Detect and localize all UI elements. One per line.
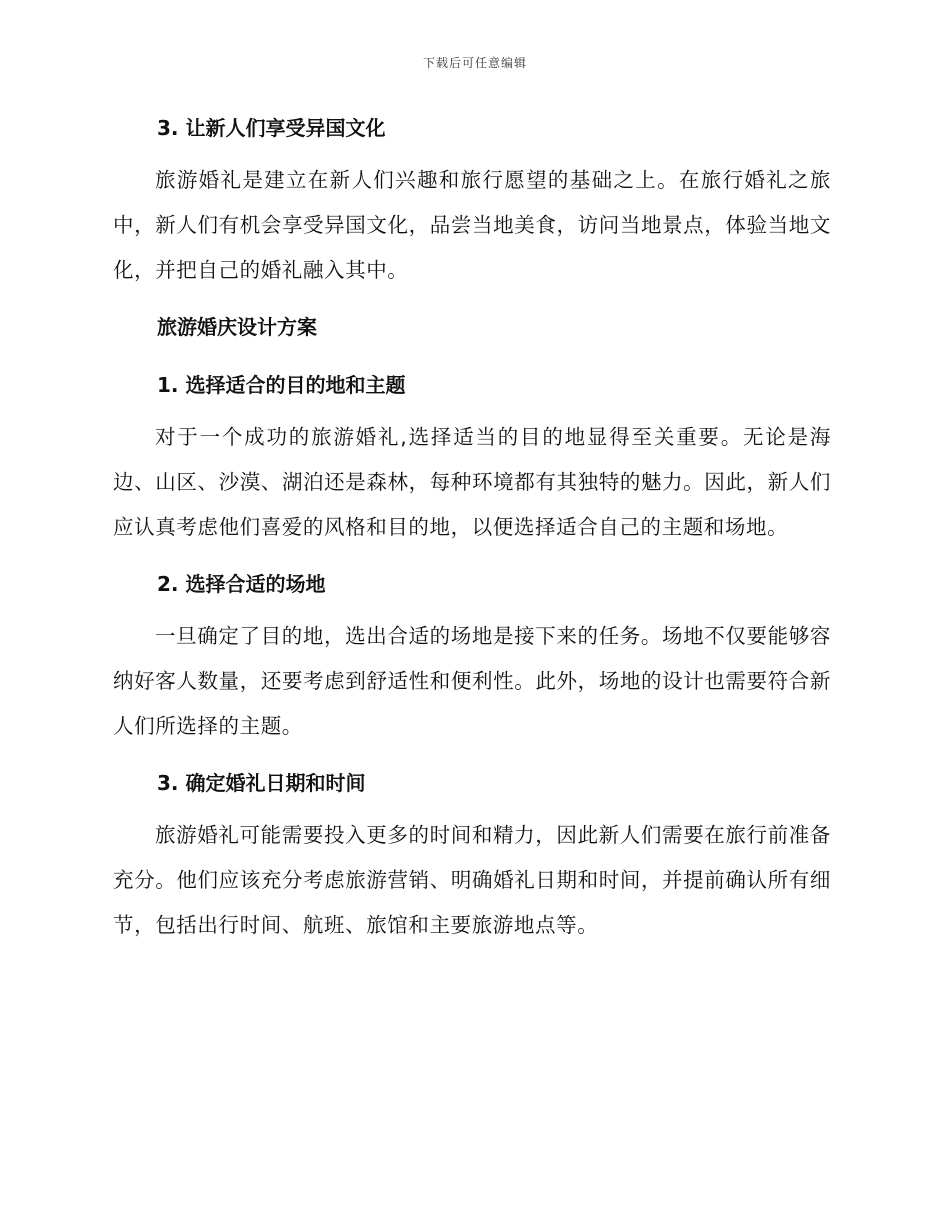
document-body bbox=[113, 112, 831, 948]
paragraph-venue: 一旦确定了目的地，选出合适的场地是接下来的任务。场地不仅要能够容纳好客人数量，还要考虑到舒适性和便利性。此外，场地的设计也需要符合新人们所选择的主题。 bbox=[113, 624, 831, 738]
paragraph-destination-theme: 对于一个成功的旅游婚礼,选择适当的目的地显得至关重要。无论是海边、山区、沙漠、湖泊还是森林，每种环境都有其独特的魅力。因此，新人们应认真考虑他们喜爱的风格和目的地，以便选择适合自己的主题和场地。 bbox=[113, 425, 831, 539]
section-heading-foreign-culture: 3. 让新人们享受异国文化 bbox=[157, 116, 386, 140]
section-heading-date-time: 3. 确定婚礼日期和时间 bbox=[157, 771, 366, 795]
paragraph-foreign-culture: 旅游婚礼是建立在新人们兴趣和旅行愿望的基础之上。在旅行婚礼之旅中，新人们有机会享受异国文化，品尝当地美食，访问当地景点，体验当地文化，并把自己的婚礼融入其中。 bbox=[113, 168, 831, 282]
paragraph-date-time: 旅游婚礼可能需要投入更多的时间和精力，因此新人们需要在旅行前准备充分。他们应该充分考虑旅游营销、明确婚礼日期和时间，并提前确认所有细节，包括出行时间、航班、旅馆和主要旅游地点等。 bbox=[113, 823, 831, 937]
section-heading-destination-theme: 1. 选择适合的目的地和主题 bbox=[157, 373, 406, 397]
page-header: 下载后可任意编辑 bbox=[422, 56, 527, 70]
section-heading-venue: 2. 选择合适的场地 bbox=[157, 572, 326, 596]
section-heading-design-plan: 旅游婚庆设计方案 bbox=[157, 315, 317, 339]
